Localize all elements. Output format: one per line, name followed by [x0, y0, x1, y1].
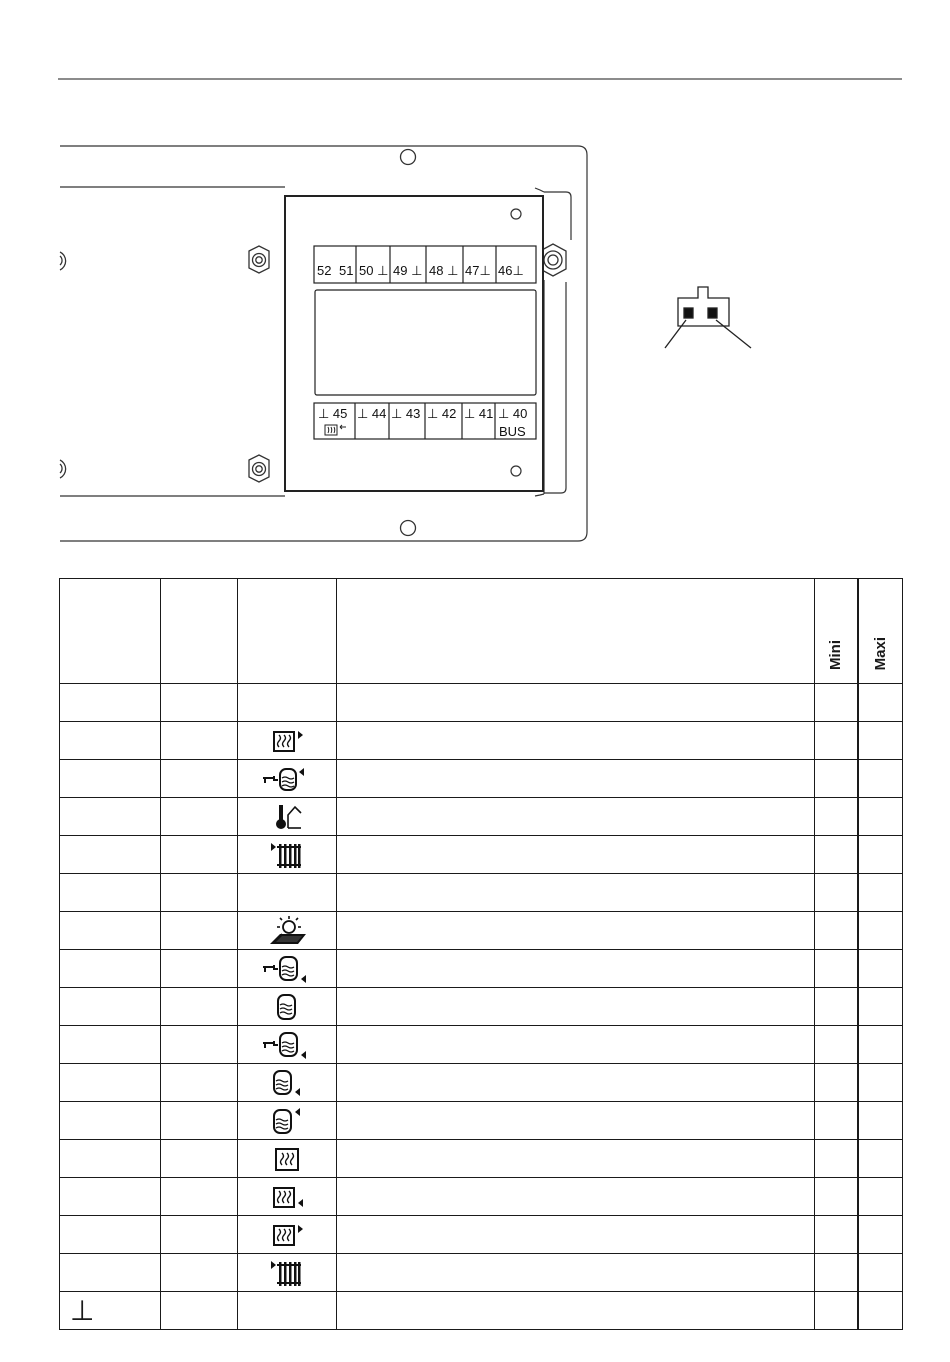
maxi-cell	[858, 874, 903, 912]
symbol-cell	[238, 1140, 337, 1178]
symbol-cell	[238, 1102, 337, 1140]
description-cell	[337, 1292, 815, 1330]
maxi-cell	[858, 1064, 903, 1102]
description-cell	[337, 1064, 815, 1102]
col2-cell	[161, 988, 238, 1026]
header-symbol-cell	[238, 579, 337, 684]
terminal-41-label: ⊥ 41	[464, 406, 494, 421]
table-row	[60, 722, 903, 760]
terminal-49-label: 49 ⊥	[393, 263, 423, 278]
maxi-cell	[858, 1254, 903, 1292]
symbol-cell	[238, 1064, 337, 1102]
maxi-cell	[858, 722, 903, 760]
symbol-cell	[238, 760, 337, 798]
table-row	[60, 912, 903, 950]
maxi-cell	[858, 1178, 903, 1216]
terminal-51-label: 51	[339, 263, 354, 278]
col2-cell	[161, 1140, 238, 1178]
terminal-46-label: 46⊥	[498, 263, 524, 278]
solar-collector-icon	[262, 922, 312, 939]
terminal-cell	[60, 1254, 161, 1292]
mini-cell	[815, 1292, 858, 1330]
header-terminal-cell	[60, 579, 161, 684]
heat-exchanger-arrow-right-icon	[267, 732, 307, 749]
maxi-cell	[858, 912, 903, 950]
description-cell	[337, 684, 815, 722]
description-cell	[337, 1140, 815, 1178]
table-row	[60, 988, 903, 1026]
heat-exchanger-arrow-right-icon	[267, 1226, 307, 1243]
symbol-cell	[238, 950, 337, 988]
mini-cell	[815, 1026, 858, 1064]
mini-cell	[815, 836, 858, 874]
terminal-cell	[60, 1140, 161, 1178]
tap-cylinder-arrow-bottom-icon	[260, 1036, 314, 1053]
maxi-header: Maxi	[871, 636, 889, 670]
header-col2-cell	[161, 579, 238, 684]
description-cell	[337, 722, 815, 760]
terminal-43-label: ⊥ 43	[391, 406, 421, 421]
table-row	[60, 760, 903, 798]
terminal-cell	[60, 760, 161, 798]
terminal-cell: ⊥	[60, 1292, 161, 1330]
description-cell	[337, 1102, 815, 1140]
heat-exchanger-arrow-left-icon	[267, 1188, 307, 1205]
table-row	[60, 798, 903, 836]
maxi-cell	[858, 1026, 903, 1064]
table-row	[60, 1178, 903, 1216]
maxi-cell	[858, 760, 903, 798]
header-description-cell	[337, 579, 815, 684]
table-row	[60, 684, 903, 722]
heat-exchanger-icon	[272, 1150, 302, 1167]
terminal-cell	[60, 798, 161, 836]
terminal-cell	[60, 1064, 161, 1102]
radiator-arrow-left-icon	[267, 846, 307, 863]
radiator-arrow-left-icon	[267, 1264, 307, 1281]
symbol-cell	[238, 988, 337, 1026]
table-row	[60, 1140, 903, 1178]
header-maxi-cell	[858, 579, 903, 684]
terminal-40-label: ⊥ 40	[498, 406, 528, 421]
control-panel-diagram	[0, 0, 950, 560]
symbol-cell	[238, 912, 337, 950]
terminal-42-label: ⊥ 42	[427, 406, 457, 421]
terminal-47-label: 47⊥	[465, 263, 491, 278]
terminal-cell	[60, 874, 161, 912]
mini-cell	[815, 760, 858, 798]
maxi-cell	[858, 798, 903, 836]
cylinder-arrow-top-icon	[268, 1112, 306, 1129]
mini-cell	[815, 988, 858, 1026]
table-row	[60, 1292, 903, 1330]
description-cell	[337, 1216, 815, 1254]
table-row	[60, 1216, 903, 1254]
table-row	[60, 874, 903, 912]
mini-cell	[815, 798, 858, 836]
cylinder-arrow-bottom-icon	[268, 1074, 306, 1091]
maxi-cell	[858, 1102, 903, 1140]
table-row	[60, 1254, 903, 1292]
terminal-cell	[60, 684, 161, 722]
col2-cell	[161, 798, 238, 836]
col2-cell	[161, 874, 238, 912]
terminal-45-label: ⊥ 45	[318, 406, 348, 421]
terminal-cell	[60, 722, 161, 760]
col2-cell	[161, 1178, 238, 1216]
mini-cell	[815, 1254, 858, 1292]
col2-cell	[161, 1102, 238, 1140]
table-row	[60, 950, 903, 988]
terminal-44-label: ⊥ 44	[357, 406, 387, 421]
col2-cell	[161, 1292, 238, 1330]
symbol-cell	[238, 798, 337, 836]
mini-cell	[815, 1178, 858, 1216]
mini-cell	[815, 1064, 858, 1102]
mini-cell	[815, 950, 858, 988]
symbol-cell	[238, 1216, 337, 1254]
symbol-cell	[238, 1026, 337, 1064]
terminal-cell	[60, 1216, 161, 1254]
description-cell	[337, 1254, 815, 1292]
maxi-cell	[858, 950, 903, 988]
table-row	[60, 1064, 903, 1102]
col2-cell	[161, 912, 238, 950]
cylinder-icon	[272, 998, 302, 1015]
symbol-cell	[238, 874, 337, 912]
terminal-assignment-table	[59, 578, 903, 1330]
mini-cell	[815, 684, 858, 722]
mini-cell	[815, 874, 858, 912]
maxi-cell	[858, 684, 903, 722]
col2-cell	[161, 1254, 238, 1292]
tap-cylinder-arrow-bottom-icon	[260, 960, 314, 977]
mini-cell	[815, 1102, 858, 1140]
outdoor-temp-sensor-icon	[270, 808, 304, 825]
terminal-50-label: 50 ⊥	[359, 263, 389, 278]
description-cell	[337, 988, 815, 1026]
mini-cell	[815, 1216, 858, 1254]
mini-cell	[815, 722, 858, 760]
description-cell	[337, 1026, 815, 1064]
description-cell	[337, 912, 815, 950]
mini-cell	[815, 1140, 858, 1178]
header-mini-cell	[815, 579, 858, 684]
table-row	[60, 1102, 903, 1140]
description-cell	[337, 874, 815, 912]
table-header-row	[60, 579, 903, 684]
col2-cell	[161, 1026, 238, 1064]
col2-cell	[161, 684, 238, 722]
table-row	[60, 836, 903, 874]
bus-label: BUS	[499, 424, 526, 439]
tap-cylinder-arrow-top-icon	[260, 770, 314, 787]
description-cell	[337, 760, 815, 798]
terminal-cell	[60, 988, 161, 1026]
symbol-cell	[238, 684, 337, 722]
terminal-cell	[60, 836, 161, 874]
maxi-cell	[858, 1216, 903, 1254]
description-cell	[337, 836, 815, 874]
col2-cell	[161, 836, 238, 874]
symbol-cell	[238, 1178, 337, 1216]
maxi-cell	[858, 836, 903, 874]
col2-cell	[161, 950, 238, 988]
mini-header: Mini	[827, 640, 845, 670]
terminal-52-label: 52	[317, 263, 332, 278]
terminal-cell	[60, 1178, 161, 1216]
maxi-cell	[858, 1292, 903, 1330]
description-cell	[337, 950, 815, 988]
maxi-cell	[858, 988, 903, 1026]
terminal-48-label: 48 ⊥	[429, 263, 459, 278]
symbol-cell	[238, 722, 337, 760]
symbol-cell	[238, 1254, 337, 1292]
plug-connector-icon	[665, 287, 751, 348]
terminal-cell	[60, 950, 161, 988]
description-cell	[337, 1178, 815, 1216]
col2-cell	[161, 1064, 238, 1102]
mini-cell	[815, 912, 858, 950]
symbol-cell	[238, 1292, 337, 1330]
symbol-cell	[238, 836, 337, 874]
description-cell	[337, 798, 815, 836]
terminal-cell	[60, 1102, 161, 1140]
col2-cell	[161, 1216, 238, 1254]
terminal-cell	[60, 1026, 161, 1064]
terminal-cell	[60, 912, 161, 950]
col2-cell	[161, 722, 238, 760]
col2-cell	[161, 760, 238, 798]
table-row	[60, 1026, 903, 1064]
maxi-cell	[858, 1140, 903, 1178]
